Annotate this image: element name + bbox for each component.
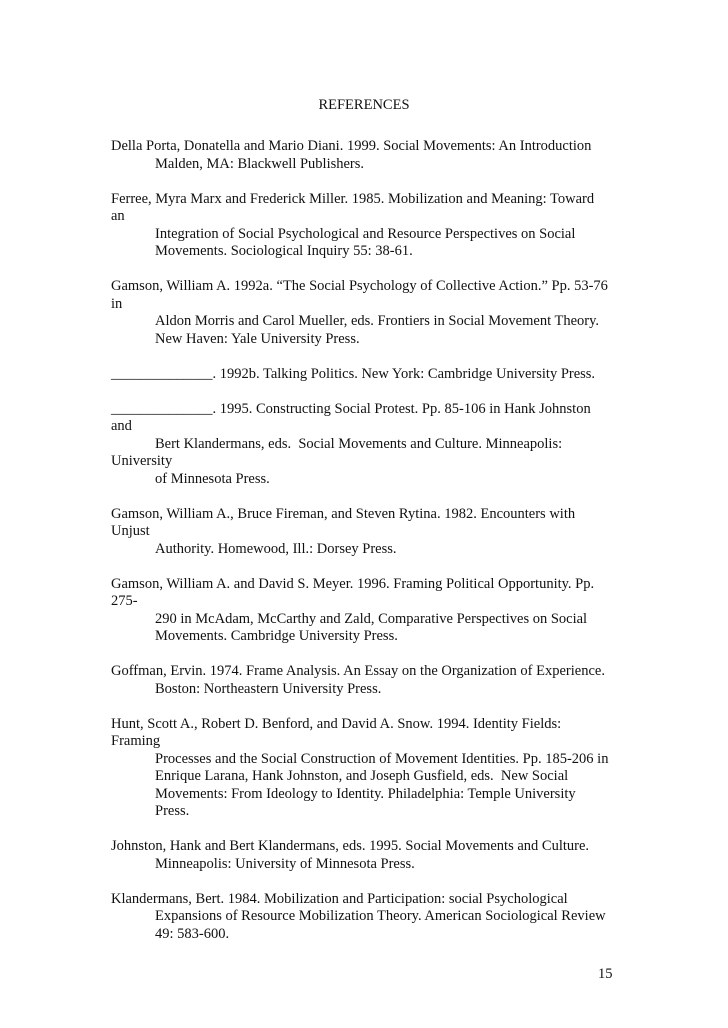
reference-line: Ferree, Myra Marx and Frederick Miller. 1985. Mobilization and Meaning: Toward <box>111 190 595 207</box>
reference-line: Gamson, William A. 1992a. “The Social Psychology of Collective Action.” Pp. 53-76 <box>111 278 608 294</box>
reference-line: Gamson, William A. and David S. Meyer. 1996. Framing Political Opportunity. Pp. <box>111 575 595 592</box>
reference-line: of Minnesota Press. <box>155 470 270 487</box>
reference-entry <box>111 506 621 559</box>
reference-line: Aldon Morris and Carol Mueller, eds. Frontiers in Social Movement Theory. <box>155 313 600 329</box>
reference-line: Framing <box>111 733 161 749</box>
reference-line: Movements. Sociological Inquiry 55: 38-61. <box>155 243 413 259</box>
reference-entry <box>111 576 621 646</box>
reference-list <box>111 138 621 961</box>
reference-line: Della Porta, Donatella and Mario Diani. 1999. Social Movements: An Introduction <box>111 138 592 154</box>
reference-line: in <box>111 295 123 312</box>
reference-line: Unjust <box>111 523 150 539</box>
page-title: REFERENCES <box>318 97 410 113</box>
reference-line: Bert Klandermans, eds. Social Movements and Culture. Minneapolis: <box>155 435 563 452</box>
page-number: 15 <box>598 966 613 982</box>
reference-entry <box>111 366 621 384</box>
reference-line: 290 in McAdam, McCarthy and Zald, Comparative Perspectives on Social <box>155 610 588 627</box>
reference-line: New Haven: Yale University Press. <box>155 330 360 347</box>
reference-line: an <box>111 208 125 224</box>
reference-entry <box>111 401 621 489</box>
reference-line: Processes and the Social Construction of Movement Identities. Pp. 185-206 in <box>155 750 609 767</box>
reference-entry <box>111 663 621 698</box>
reference-line: Expansions of Resource Mobilization Theory. American Sociological Review <box>155 908 606 924</box>
reference-line: Goffman, Ervin. 1974. Frame Analysis. An Essay on the Organization of Experience. <box>111 663 605 679</box>
reference-line: University <box>111 453 173 469</box>
reference-line: and <box>111 418 132 434</box>
reference-line: Movements. Cambridge University Press. <box>155 628 398 644</box>
reference-line: Gamson, William A., Bruce Fireman, and Steven Rytina. 1982. Encounters with <box>111 505 576 522</box>
reference-line: Integration of Social Psychological and Resource Perspectives on Social <box>155 225 576 242</box>
reference-line: 275- <box>111 593 138 609</box>
reference-line: 49: 583-600. <box>155 925 230 942</box>
reference-line: Movements: From Ideology to Identity. Philadelphia: Temple University <box>155 785 576 802</box>
reference-line: Authority. Homewood, Ill.: Dorsey Press. <box>155 540 397 557</box>
reference-line: Johnston, Hank and Bert Klandermans, eds. 1995. Social Movements and Culture. <box>111 838 590 854</box>
reference-line: Hunt, Scott A., Robert D. Benford, and David A. Snow. 1994. Identity Fields: <box>111 715 562 732</box>
reference-line: Enrique Larana, Hank Johnston, and Joseph Gusfield, eds. New Social <box>155 768 569 784</box>
reference-line: Boston: Northeastern University Press. <box>155 680 382 697</box>
reference-entry <box>111 138 621 173</box>
reference-entry <box>111 278 621 348</box>
reference-entry <box>111 891 621 944</box>
reference-line: Press. <box>155 803 190 819</box>
reference-entry <box>111 716 621 821</box>
reference-entry <box>111 838 621 873</box>
reference-line: Malden, MA: Blackwell Publishers. <box>155 155 365 172</box>
reference-line: ______________. 1992b. Talking Politics. New York: Cambridge University Press. <box>111 365 596 382</box>
reference-line: Klandermans, Bert. 1984. Mobilization and Participation: social Psychological <box>111 890 568 907</box>
reference-line: Minneapolis: University of Minnesota Press. <box>155 855 415 872</box>
reference-entry <box>111 191 621 261</box>
reference-line: ______________. 1995. Constructing Social Protest. Pp. 85-106 in Hank Johnston <box>111 400 591 417</box>
